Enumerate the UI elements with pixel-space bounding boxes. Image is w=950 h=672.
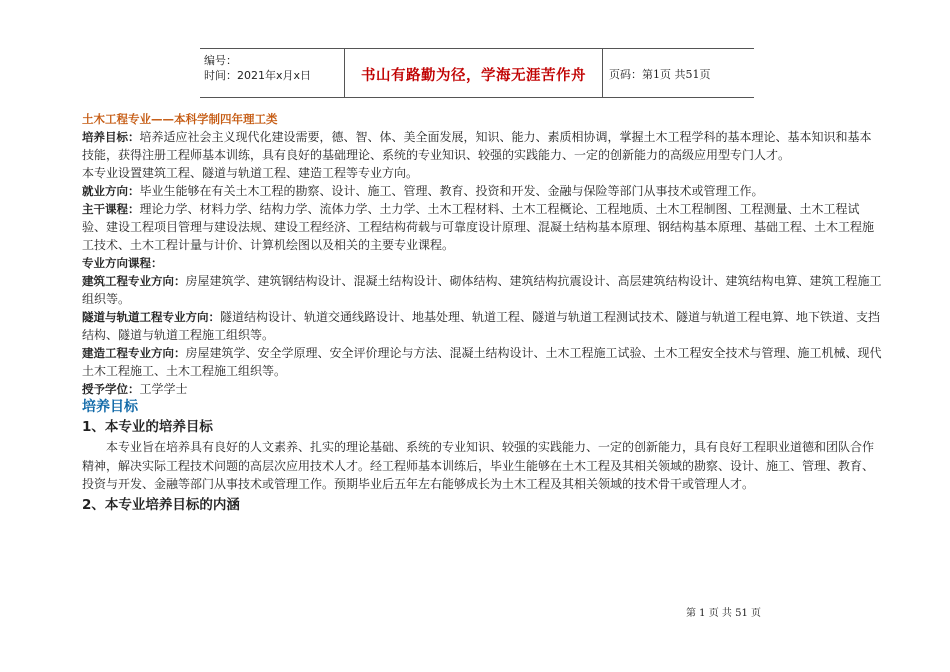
degree-label: 授予学位： <box>82 382 140 396</box>
tunnel-direction-text: 隧道结构设计、轨道交通线路设计、地基处理、轨道工程、隧道与轨道工程测试技术、隧道与轨道工程电算、地下铁道、支挡结构、隧道与轨道工程施工组织等。 <box>82 310 881 342</box>
tunnel-direction-paragraph <box>82 308 882 344</box>
construction-direction-paragraph <box>82 344 882 380</box>
employment-paragraph <box>82 182 882 200</box>
degree-text: 工学学士 <box>139 382 188 396</box>
document-time-label: 时间：2021年x月x日 <box>204 69 312 82</box>
tunnel-direction-label: 隧道与轨道工程专业方向： <box>82 310 220 324</box>
subsection-1-heading: 1、本专业的培养目标 <box>82 419 213 435</box>
courses-text: 理论力学、材料力学、结构力学、流体力学、土力学、土木工程材料、土木工程概论、工程地质、土木工程制图、工程测量、土木工程试验、建设工程项目管理与建设法规、建设工程经济、工程结构荷载与可靠度设计原理、混凝土结构基本原理、钢结构基本原理、基础工程、土木工程施工技术、土木工程计量与计价、计算机绘图以及相关的主要专业课程。 <box>82 202 875 252</box>
header-page-cell <box>602 49 754 97</box>
degree-paragraph <box>82 380 882 398</box>
header-page-number: 页码：第1页 共51页 <box>609 68 711 81</box>
goal-paragraph <box>82 128 882 164</box>
building-direction-paragraph <box>82 272 882 308</box>
header-meta-cell <box>200 49 344 97</box>
directions-paragraph: 本专业设置建筑工程、隧道与轨道工程、建造工程等专业方向。 <box>82 166 419 180</box>
document-number-label: 编号： <box>204 54 237 67</box>
section-heading: 培养目标 <box>82 399 138 415</box>
building-direction-text: 房屋建筑学、建筑钢结构设计、混凝土结构设计、砌体结构、建筑结构抗震设计、高层建筑结构设计、建筑结构电算、建筑工程施工组织等。 <box>82 274 882 306</box>
header-motto-cell <box>344 49 603 97</box>
document-body <box>82 110 882 516</box>
courses-paragraph <box>82 200 882 254</box>
goal-label: 培养目标： <box>82 130 140 144</box>
subsection-1-text: 本专业旨在培养具有良好的人文素养、扎实的理论基础、系统的专业知识、较强的实践能力、一定的创新能力，具有良好工程职业道德和团队合作精神，解决实际工程技术问题的高层次应用技术人才。经工程师基本训练后，毕业生能够在土木工程及其相关领域的勘察、设计、施工、管理、教育、投资与开发、金融等部门从事技术或管理工作。预期毕业后五年左右能够成长为土木工程及其相关领域的技术骨干或管理人才。 <box>82 440 875 491</box>
construction-direction-label: 建造工程专业方向： <box>82 346 186 360</box>
courses-label: 主干课程： <box>82 202 140 216</box>
goal-text: 培养适应社会主义现代化建设需要，德、智、体、美全面发展，知识、能力、素质相协调，掌握土木工程学科的基本理论、基本知识和基本技能，获得注册工程师基本训练，具有良好的基础理论、系统的专业知识、较强的实践能力、一定的创新能力的高级应用型专门人才。 <box>82 130 872 162</box>
header-motto: 书山有路勤为径，学海无涯苦作舟 <box>361 67 586 84</box>
building-direction-label: 建筑工程专业方向： <box>82 274 186 288</box>
subsection-2-heading: 2、本专业培养目标的内涵 <box>82 496 240 513</box>
page-footer: 第 1 页 共 51 页 <box>686 608 761 619</box>
document-title: 土木工程专业——本科学制四年理工类 <box>82 112 278 126</box>
employment-label: 就业方向： <box>82 184 140 198</box>
construction-direction-text: 房屋建筑学、安全学原理、安全评价理论与方法、混凝土结构设计、土木工程施工试验、土木工程安全技术与管理、施工机械、现代土木工程施工、土木工程施工组织等。 <box>82 346 882 378</box>
direction-courses-heading: 专业方向课程： <box>82 256 163 270</box>
employment-text: 毕业生能够在有关土木工程的勘察、设计、施工、管理、教育、投资和开发、金融与保险等部门从事技术或管理工作。 <box>139 184 764 198</box>
page-header <box>200 48 754 98</box>
